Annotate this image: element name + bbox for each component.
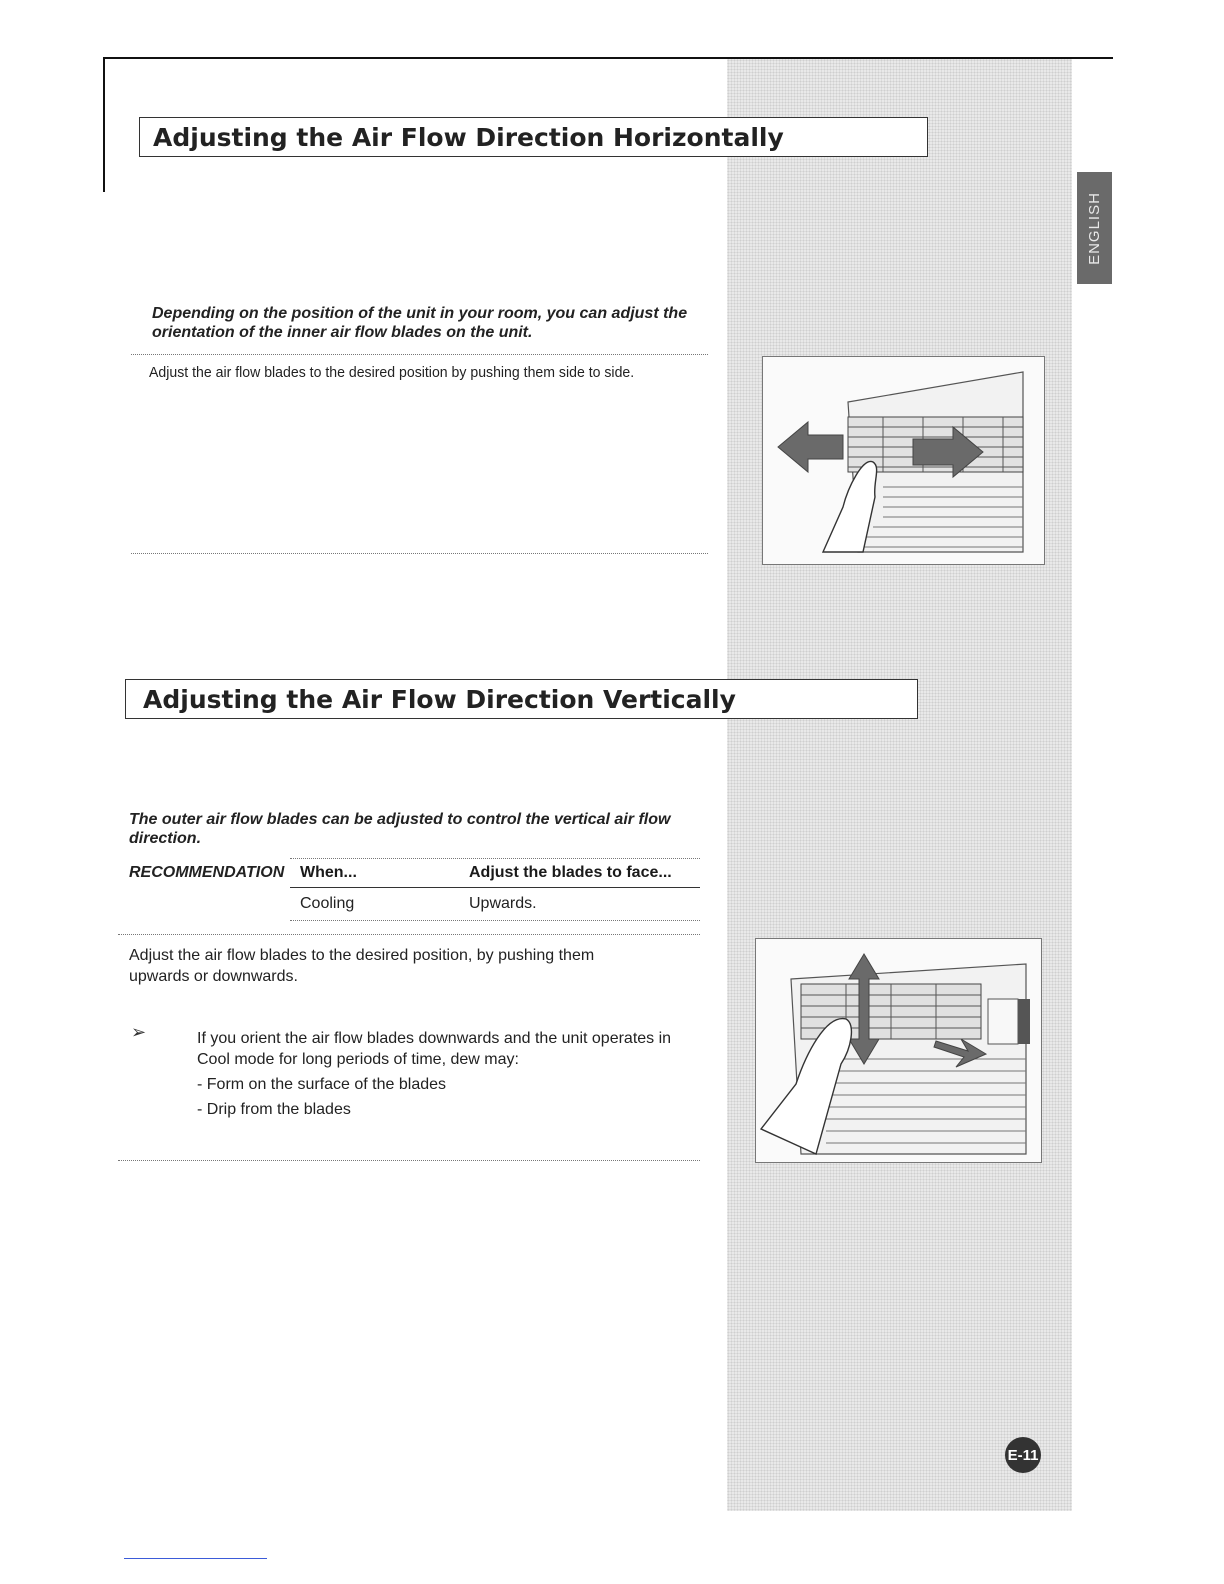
divider xyxy=(118,934,700,935)
bottom-rule xyxy=(124,1558,267,1559)
note-list-item: - Drip from the blades xyxy=(197,1101,351,1118)
top-rule xyxy=(103,57,1113,59)
section-vertical-heading-box xyxy=(125,679,918,719)
section-vertical-step: Adjust the air flow blades to the desired position, by pushing them upwards or downwards. xyxy=(129,947,595,985)
divider xyxy=(131,553,708,554)
divider xyxy=(290,920,700,921)
section-vertical-title: Adjusting the Air Flow Direction Vertically xyxy=(143,684,736,714)
note-text: If you orient the air flow blades downwards and the unit operates in Cool mode for long periods of time, dew may: xyxy=(197,1030,672,1068)
section-horizontal-step: Adjust the air flow blades to the desired position by pushing them side to side. xyxy=(149,364,635,381)
divider xyxy=(118,1160,700,1161)
ac-unit-horizontal-drawing xyxy=(763,357,1044,564)
note-list-item: - Form on the surface of the blades xyxy=(197,1076,447,1093)
vertical-blades-illustration xyxy=(755,938,1042,1163)
left-rule xyxy=(103,57,105,192)
horizontal-blades-illustration xyxy=(762,356,1045,565)
table-cell-adjust: Upwards. xyxy=(469,895,537,912)
language-tab xyxy=(1077,172,1112,284)
page-number: E-11 xyxy=(1007,1446,1039,1464)
table-header-when: When... xyxy=(300,864,357,881)
section-vertical-intro: The outer air flow blades can be adjusted to control the vertical air flow direction. xyxy=(129,811,671,847)
section-horizontal-title: Adjusting the Air Flow Direction Horizontally xyxy=(153,122,784,152)
ac-unit-vertical-drawing xyxy=(756,939,1041,1162)
recommendation-label: RECOMMENDATION xyxy=(129,864,285,881)
page-number-badge xyxy=(1005,1437,1041,1473)
note-arrow-icon: ➢ xyxy=(131,1022,147,1042)
divider xyxy=(290,858,700,859)
language-tab-label: ENGLISH xyxy=(1086,191,1104,265)
table-header-rule xyxy=(290,887,700,888)
section-horizontal-heading-box xyxy=(139,117,928,157)
section-horizontal-intro: Depending on the position of the unit in your room, you can adjust the orientation of the inner air flow blades on the unit. xyxy=(152,305,688,341)
table-cell-when: Cooling xyxy=(300,895,355,912)
divider xyxy=(131,354,708,355)
side-shaded-column xyxy=(727,59,1072,1511)
table-header-adjust: Adjust the blades to face... xyxy=(469,864,672,881)
